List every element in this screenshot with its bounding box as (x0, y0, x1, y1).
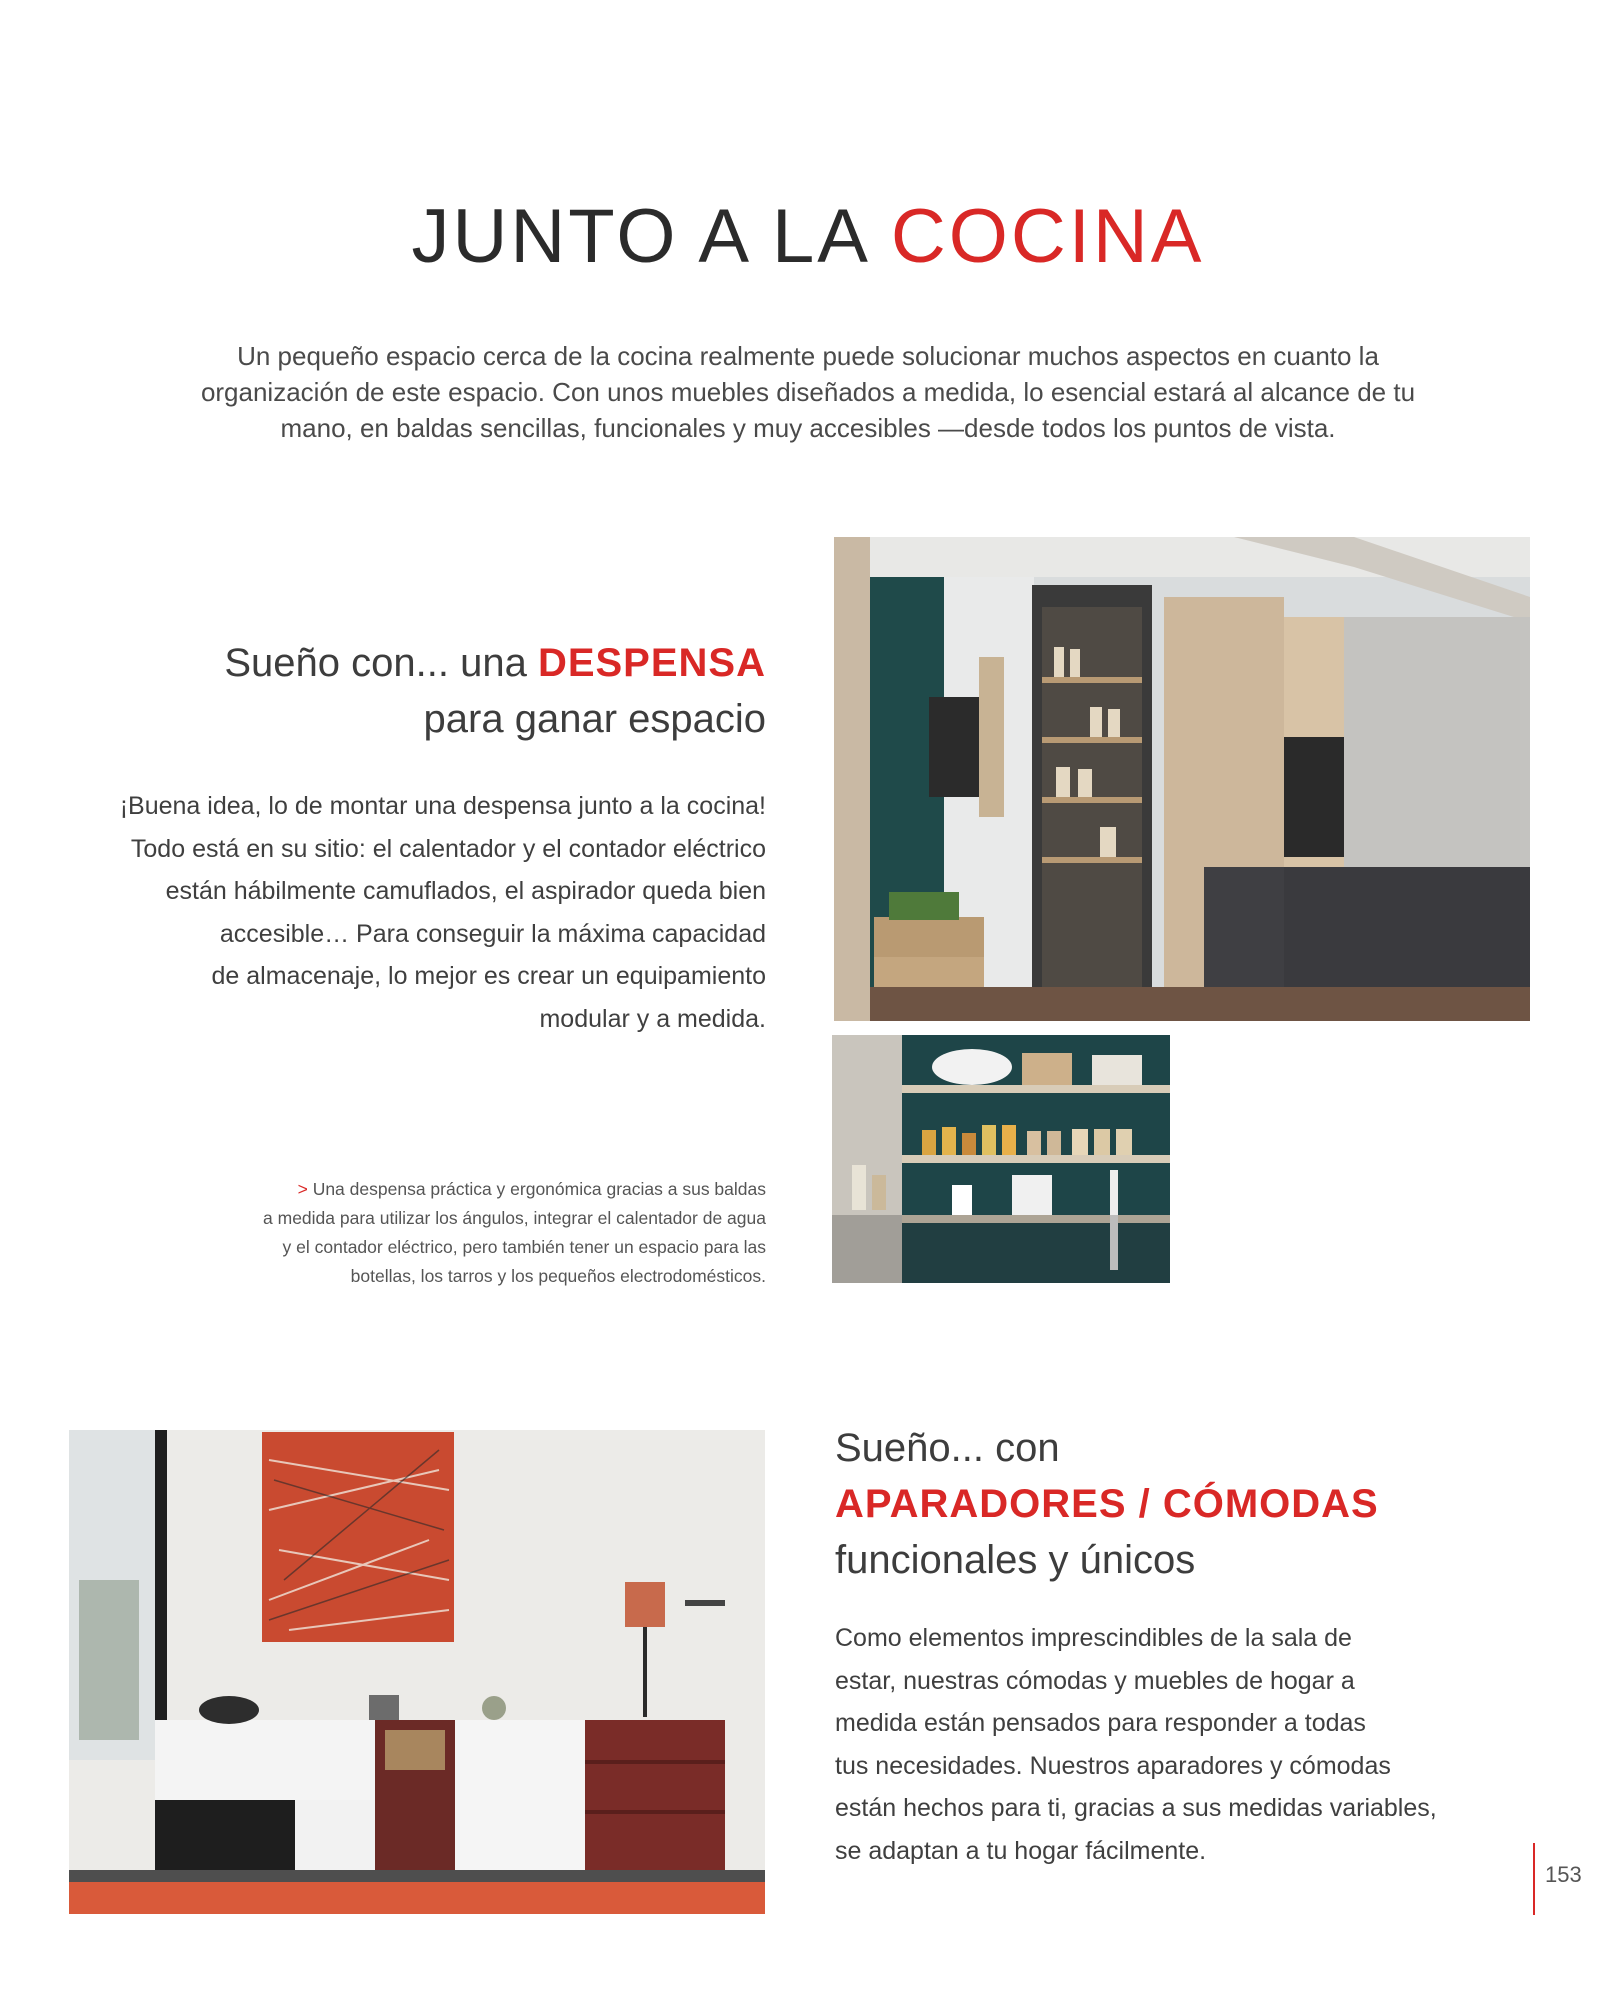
caption-marker: > (297, 1179, 308, 1199)
despensa-body-line: están hábilmente camuflados, el aspirador queda bien (165, 877, 766, 905)
aparadores-heading-strong: APARADORES / CÓMODAS (835, 1482, 1379, 1526)
aparadores-heading (835, 1420, 1535, 1588)
pantry-kitchen-photo (834, 537, 1530, 1021)
caption-line: botellas, los tarros y los pequeños electrodomésticos. (350, 1266, 766, 1286)
aparadores-heading-line3: funcionales y únicos (835, 1538, 1196, 1582)
aparadores-body (835, 1617, 1535, 1872)
aparadores-heading-line1: Sueño... con (835, 1426, 1060, 1470)
page-title (0, 195, 1616, 279)
despensa-body-line: de almacenaje, lo mejor es crear un equipamiento (211, 962, 766, 990)
caption-line: y el contador eléctrico, pero también tener un espacio para las (282, 1237, 766, 1257)
despensa-body-line: modular y a medida. (539, 1004, 766, 1033)
aparadores-body-line: están hechos para ti, gracias a sus medidas variables, (835, 1794, 1437, 1822)
aparadores-body-line: tus necesidades. Nuestros aparadores y cómodas (835, 1751, 1391, 1780)
intro-line: mano, en baldas sencillas, funcionales y muy accesibles —desde todos los puntos de vista. (280, 413, 1336, 443)
intro-line: Un pequeño espacio cerca de la cocina realmente puede solucionar muchos aspectos en cuanto la (237, 341, 1379, 371)
despensa-caption (146, 1175, 766, 1291)
despensa-heading-strong: DESPENSA (537, 641, 766, 685)
title-main: JUNTO A LA (411, 194, 891, 279)
despensa-body (66, 785, 766, 1040)
page-number-rule (1533, 1843, 1535, 1915)
aparadores-body-line: medida están pensados para responder a todas (835, 1709, 1366, 1737)
page-number: 153 (1545, 1862, 1582, 1887)
intro-paragraph (190, 338, 1426, 446)
aparadores-body-line: Como elementos imprescindibles de la sala de (835, 1624, 1352, 1652)
despensa-heading (206, 635, 766, 747)
caption-line: a medida para utilizar los ángulos, integrar el calentador de agua (263, 1208, 766, 1228)
aparadores-body-line: se adaptan a tu hogar fácilmente. (835, 1836, 1207, 1865)
despensa-body-line: accesible… Para conseguir la máxima capacidad (219, 919, 766, 948)
caption-line: Una despensa práctica y ergonómica gracias a sus baldas (312, 1179, 766, 1199)
title-accent: COCINA (890, 194, 1205, 279)
aparadores-body-line: estar, nuestras cómodas y muebles de hogar a (835, 1666, 1355, 1695)
despensa-body-line: ¡Buena idea, lo de montar una despensa junto a la cocina! (119, 792, 766, 820)
sideboard-living-photo (69, 1430, 765, 1914)
pantry-shelves-photo (832, 1035, 1170, 1283)
intro-line: organización de este espacio. Con unos muebles diseñados a medida, lo esencial estará al alcance de tu (200, 377, 1416, 407)
despensa-heading-line2: para ganar espacio (423, 697, 766, 741)
despensa-heading-pre: Sueño con... una (224, 641, 538, 685)
despensa-body-line: Todo está en su sitio: el calentador y el contador eléctrico (130, 834, 766, 863)
